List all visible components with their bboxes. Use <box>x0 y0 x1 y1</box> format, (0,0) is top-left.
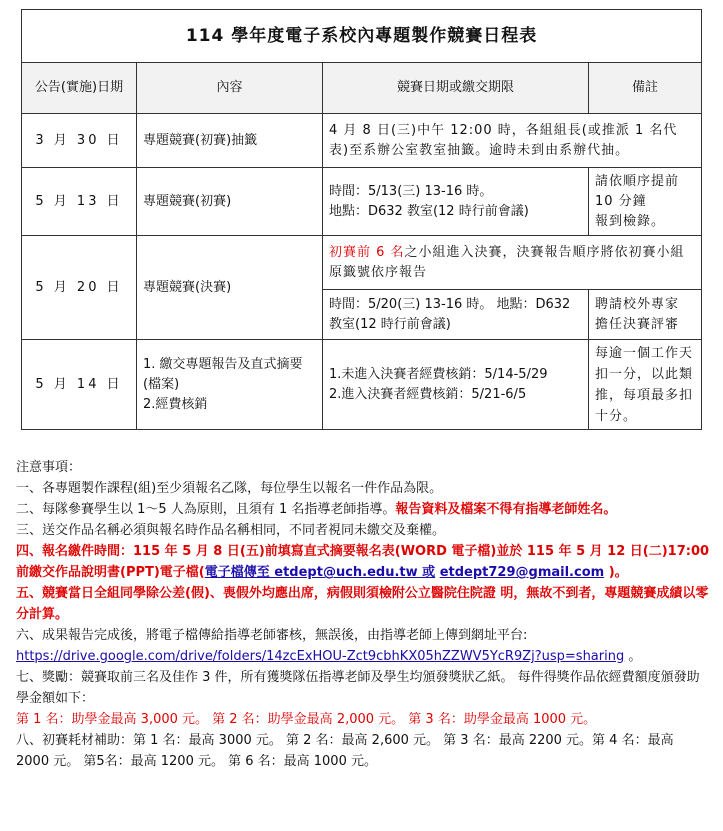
row-period <box>323 236 702 290</box>
row-content <box>137 340 323 430</box>
row-content: 專題競賽(初賽) <box>137 168 323 236</box>
email-link-secondary[interactable]: etdept729@gmail.com <box>439 565 605 580</box>
note-4-deadline: 報名繳件時間：115 年 5 月 8 日(五)前填寫直式摘要報名表(WORD 電子檔)並於 115 年 5 月 12 日(二)17:00 前繳交作品說明書(PPT)電子檔( <box>16 544 710 580</box>
header-date: 公告(實施)日期 <box>22 63 137 114</box>
note-line: 報到檢錄。 <box>595 213 666 229</box>
period-line: 時間：5/13(三) 13-16 時。 <box>329 183 493 199</box>
note-6 <box>16 625 710 667</box>
row-date: 5 月 20 日 <box>22 236 137 340</box>
period-line: 地點：D632 教室(12 時行前會議) <box>329 203 529 219</box>
note-1: 一、各專題製作課程(組)至少須報名乙隊，每位學生以報名一件作品為限。 <box>16 481 443 496</box>
notes-heading: 注意事項： <box>16 460 82 475</box>
upload-platform-link[interactable]: https://drive.google.com/drive/folders/14zcExHOU-Zct9cbhKX05hZZWV5YcR9Zj?usp=sharing <box>16 649 625 664</box>
note-3: 三、送交作品名稱必須與報名時作品名稱相同，不同者視同未繳交及棄權。 <box>16 523 446 538</box>
row-period: 4 月 8 日(三)中午 12:00 時，各組組長(或推派 1 名代表)至系辦公室教室抽籤。逾時未到由系辦代抽。 <box>323 114 702 168</box>
period-line: 2.進入決賽者經費核銷：5/21-6/5 <box>329 386 527 402</box>
note-2 <box>16 499 710 520</box>
content-line: 2.經費核銷 <box>143 396 208 412</box>
table-row <box>22 340 702 430</box>
table-row <box>22 168 702 236</box>
note-5 <box>16 583 710 625</box>
table-row <box>22 114 702 168</box>
period-line: 1.未進入決賽者經費核銷：5/14-5/29 <box>329 366 548 382</box>
table-header-row <box>22 63 702 114</box>
note-2-warning: 報告資料及檔案不得有指導老師姓名。 <box>395 502 617 517</box>
table-row <box>22 236 702 290</box>
row-period: 時間：5/20(三) 13-16 時。 地點：D632 教室(12 時行前會議) <box>323 290 589 340</box>
row-note: 每逾一個工作天扣一分，以此類推，每項最多扣十分。 <box>589 340 702 430</box>
row-date: 3 月 30 日 <box>22 114 137 168</box>
note-7-prizes: 第 1 名：助學金最高 3,000 元。 第 2 名：助學金最高 2,000 元。 第 3 名：助學金最高 1000 元。 <box>16 712 597 727</box>
note-line: 請依順序提前 10 分鐘 <box>595 173 680 209</box>
schedule-table <box>21 9 702 430</box>
note-8: 八、初賽耗材補助：第 1 名：最高 3000 元。 第 2 名：最高 2,600 元。 第 3 名：最高 2200 元。第 4 名：最高 2000 元。 第5名：最高 1200 元。 第 6 名：最高 1000 元。 <box>16 733 674 769</box>
note-6-end: 。 <box>628 649 642 664</box>
finalist-count-highlight: 初賽前 6 名 <box>329 244 405 260</box>
note-5-prefix: 五、 <box>16 586 43 601</box>
row-period <box>323 340 589 430</box>
row-note: 聘請校外專家 擔任決賽評審 <box>589 290 702 340</box>
note-2-text: 二、每隊參賽學生以 1～5 人為原則，且須有 1 名指導老師指導。 <box>16 502 396 517</box>
content-line: 1. 繳交專題報告及直式摘要(檔案) <box>143 356 303 392</box>
row-date: 5 月 14 日 <box>22 340 137 430</box>
note-4 <box>16 541 710 583</box>
header-period: 競賽日期或繳交期限 <box>323 63 589 114</box>
row-note <box>589 168 702 236</box>
row-content: 專題競賽(初賽)抽籤 <box>137 114 323 168</box>
header-note: 備註 <box>589 63 702 114</box>
notes-section <box>16 457 710 772</box>
header-content: 內容 <box>137 63 323 114</box>
note-6-text: 六、成果報告完成後，將電子檔傳給指導老師審核，無誤後，由指導老師上傳到網址平台: <box>16 628 528 643</box>
note-4-end: )。 <box>608 565 628 580</box>
row-content: 專題競賽(決賽) <box>137 236 323 340</box>
table-title: 114 學年度電子系校內專題製作競賽日程表 <box>22 10 702 63</box>
note-5-attendance: 競賽當日全組同學除公差(假)、喪假外均應出席，病假則須檢附公立醫院住院證 明，無故不到者，專題競賽成績以零分計算。 <box>16 586 709 622</box>
row-period <box>323 168 589 236</box>
period-text: 之小組進入決賽，決賽報告順序將依初賽小組原籤號依序報告 <box>329 244 685 280</box>
note-4-prefix: 四、 <box>16 544 43 559</box>
email-link-primary[interactable]: 電子檔傳至 etdept@uch.edu.tw 或 <box>204 565 436 580</box>
note-7: 七、獎勵：競賽取前三名及佳作 3 件，所有獲獎隊伍指導老師及學生均頒發獎狀乙紙。 每件得獎作品依經費額度頒發助學金額如下： <box>16 670 700 706</box>
row-date: 5 月 13 日 <box>22 168 137 236</box>
